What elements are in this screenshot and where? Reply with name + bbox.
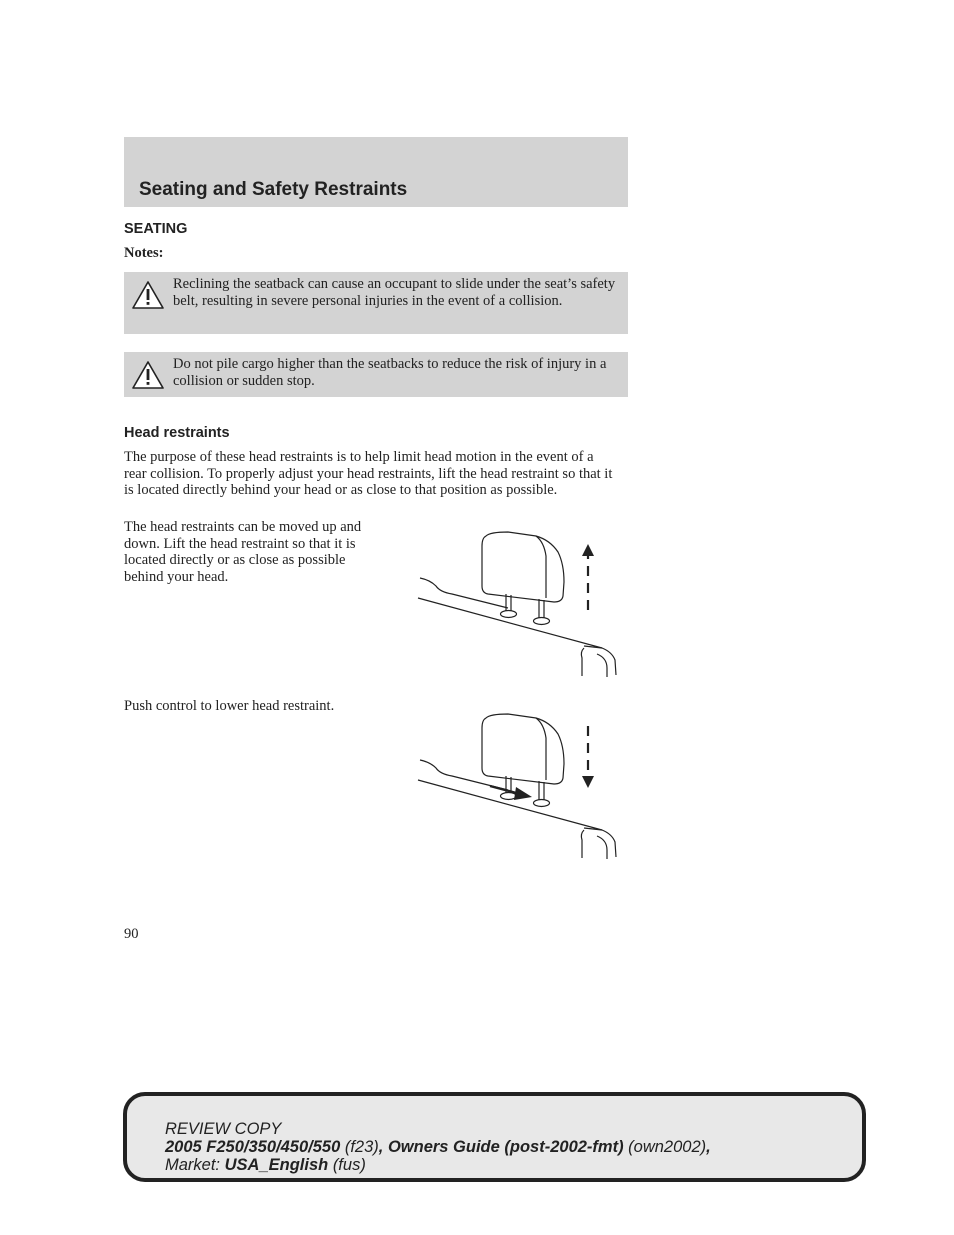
section-heading: SEATING [124,221,188,237]
footer-text [165,1120,711,1174]
footer-sep: , [706,1138,711,1156]
warning-triangle-icon [131,360,165,390]
paragraph-adjust: The head restraints can be moved up and down. Lift the head restraint so that it is located directly or as close as possible behind your head. [124,519,362,585]
footer-market-code: (fus) [332,1156,366,1174]
paragraph-lower: Push control to lower head restraint. [124,698,335,714]
footer-market-label: Market: [165,1156,221,1174]
footer-model-code: (f23) [344,1138,379,1156]
warning-text: Do not pile cargo higher than the seatbacks to reduce the risk of injury in a collision or sudden stop. [173,356,607,389]
page-number: 90 [124,926,139,942]
footer-guide-code: (own2002) [628,1138,707,1156]
footer-sep: , [378,1138,388,1156]
paragraph-purpose: The purpose of these head restraints is to help limit head motion in the event of a rear collision. To properly adjust your head restraints, lift the head restraint so that it is located directly behind your head or as close to that position as possible. [124,449,613,498]
warning-box [124,272,628,334]
footer-model: 2005 F250/350/450/550 [165,1138,341,1156]
footer-guide: Owners Guide (post-2002-fmt) [387,1138,624,1156]
footer-market: USA_English [224,1156,329,1174]
subsection-heading: Head restraints [124,425,230,441]
warning-text: Reclining the seatback can cause an occupant to slide under the seat’s safety belt, resulting in severe personal injuries in the event of a collision. [173,276,616,309]
section-header-band [124,137,628,207]
review-copy-footer [123,1092,866,1182]
notes-label: Notes: [124,245,164,261]
footer-review-label: REVIEW COPY [165,1120,282,1138]
head-restraint-raise-illustration [412,522,622,682]
head-restraint-lower-illustration [412,704,622,864]
page-title: Seating and Safety Restraints [139,179,408,200]
warning-triangle-icon [131,280,165,310]
warning-box [124,352,628,397]
